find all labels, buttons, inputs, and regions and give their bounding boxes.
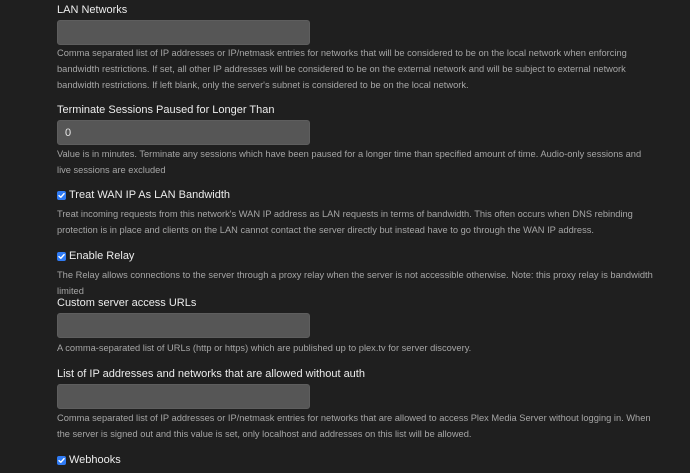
- checkmark-icon: [57, 456, 66, 465]
- webhooks-label: Webhooks: [69, 454, 121, 466]
- checkmark-icon: [57, 252, 66, 261]
- terminate-sessions-help: Value is in minutes. Terminate any sessions which have been paused for a longer time than specified amount of time. Audio-only sessions and live sessions are excluded: [57, 149, 642, 175]
- webhooks-checkbox[interactable]: [57, 456, 66, 465]
- enable-relay-row[interactable]: [57, 250, 134, 262]
- terminate-sessions-label: Terminate Sessions Paused for Longer Than: [57, 104, 275, 116]
- enable-relay-label: Enable Relay: [69, 250, 135, 262]
- allowed-without-auth-label: List of IP addresses and networks that are allowed without auth: [57, 368, 365, 380]
- treat-wan-ip-row[interactable]: [57, 189, 230, 201]
- custom-urls-label: Custom server access URLs: [57, 297, 197, 309]
- enable-relay-checkbox[interactable]: [57, 252, 66, 261]
- treat-wan-ip-label: Treat WAN IP As LAN Bandwidth: [69, 189, 230, 201]
- treat-wan-ip-checkbox[interactable]: [57, 191, 66, 200]
- lan-networks-input[interactable]: [57, 20, 310, 45]
- enable-relay-help: The Relay allows connections to the server through a proxy relay when the server is not accessible otherwise. Note: this proxy relay is bandwidth limited: [57, 270, 653, 296]
- webhooks-row[interactable]: [57, 454, 121, 466]
- lan-networks-help: Comma separated list of IP addresses or IP/netmask entries for networks that will be considered to be on the local network when enforcing bandwidth restrictions. If set, all other IP addresses will be considered to be on the external network and will be subject to external network bandwidth restrictions. If left blank, only the server's subnet is considered to be on the local network.: [57, 48, 627, 90]
- custom-urls-input[interactable]: [57, 313, 310, 338]
- lan-networks-label: LAN Networks: [57, 4, 128, 16]
- checkmark-icon: [57, 191, 66, 200]
- custom-urls-help: A comma-separated list of URLs (http or https) which are published up to plex.tv for server discovery.: [57, 343, 472, 353]
- terminate-sessions-input[interactable]: [57, 120, 310, 145]
- treat-wan-ip-help: Treat incoming requests from this network's WAN IP address as LAN requests in terms of bandwidth. This often occurs when DNS rebinding protection is in place and clients on the LAN cannot contact the server directly but instead have to go through the WAN IP address.: [57, 209, 633, 235]
- allowed-without-auth-help: Comma separated list of IP addresses or IP/netmask entries for networks that are allowed to access Plex Media Server without logging in. When the server is signed out and this value is set, only localhost and addresses on this list will be allowed.: [57, 413, 651, 439]
- allowed-without-auth-input[interactable]: [57, 384, 310, 409]
